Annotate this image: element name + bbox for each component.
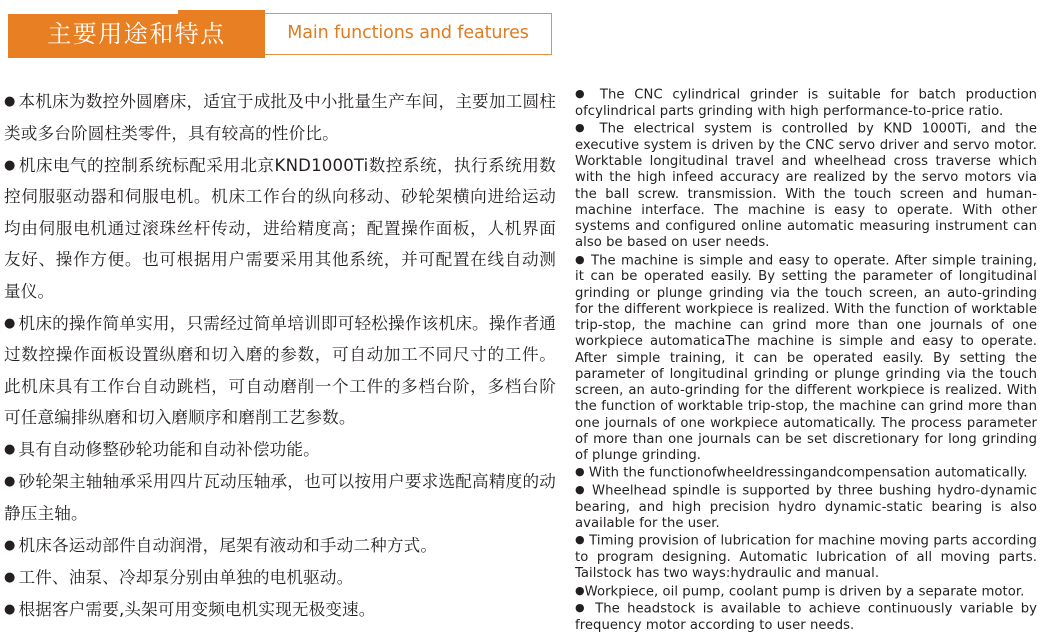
list-item-text: The electrical system is controlled by KND 1000Ti, and the executive system is driven by the CNC servo driver and servo motor. Worktable longitudinal travel and wheelhead cross traverse which with the high infeed accuracy are realized by the servo motors via the ball screw. transmission. With the touch screen and human-machine interface. The machine is easy to operate. With other systems and configured online automatic measuring instrument can also be based on user needs. <box>575 121 1037 251</box>
list-item <box>575 464 1037 482</box>
list-item <box>4 434 556 466</box>
list-item-text: The machine is simple and easy to operate. After simple training, it can be operated easily. By setting the parameter of longitudinal grinding or plunge grinding via the touch screen, an auto-grinding for the different workpiece is realized. With the function of worktable trip-stop, the machine can grind more than one journals of one workpiece automaticaThe machine is simple and easy to operate. After simple training, it can be operated easily. By setting the parameter of longitudinal grinding or plunge grinding via the touch screen, an auto-grinding for the different workpiece is realized. With the function of worktable trip-stop, the machine can grind more than one journals of one workpiece automatically. The process parameter of more than one journals can be set discretionary for long grinding of plunge grinding. <box>575 253 1037 463</box>
list-item <box>575 532 1037 582</box>
list-item-text: 根据客户需要,头架可用变频电机实现无极变速。 <box>18 599 376 619</box>
list-item <box>575 120 1037 252</box>
list-item-text: 机床的操作简单实用，只需经过简单培训即可轻松操作该机床。操作者通过数控操作面板设置纵磨和切入磨的参数，可自动加工不同尺寸的工件。此机床具有工作台自动跳档，可自动磨削一个工件的多档台阶，多档台阶可任意编排纵磨和切入磨顺序和磨削工艺参数。 <box>4 313 556 427</box>
list-item-text: With the functionofwheeldressingandcompensation automatically. <box>584 465 1028 481</box>
list-item-text: 本机床为数控外圆磨床，适宜于成批及中小批量生产车间，主要加工圆柱类或多台阶圆柱类零件，具有较高的性价比。 <box>4 92 556 143</box>
list-item-text: Timing provision of lubrication for machine moving parts according to program designing. Automatic lubrication of all moving parts. Tailstock has two ways:hydraulic and manual. <box>575 533 1037 582</box>
list-item <box>575 583 1037 601</box>
chinese-feature-list <box>4 86 556 626</box>
list-item <box>4 150 556 308</box>
list-item <box>575 252 1037 465</box>
bullet-icon: ● <box>4 94 16 109</box>
header-en-block <box>265 13 552 55</box>
bullet-icon: ● <box>575 465 585 479</box>
section-header-banner <box>8 8 552 58</box>
bullet-icon: ● <box>575 533 585 547</box>
bullet-icon: ● <box>575 87 591 100</box>
english-feature-list <box>575 86 1037 634</box>
list-item <box>4 86 556 149</box>
list-item <box>575 482 1037 532</box>
bullet-icon: ● <box>575 121 590 134</box>
content-columns <box>0 80 1044 633</box>
bullet-icon: ● <box>4 474 16 489</box>
bullet-icon: ● <box>4 537 16 553</box>
bullet-icon: ● <box>4 569 16 585</box>
bullet-icon: ● <box>4 157 16 173</box>
bullet-icon: ● <box>4 315 16 331</box>
list-item-text: 机床各运动部件自动润滑，尾架有液动和手动二种方式。 <box>18 535 438 555</box>
list-item-text: 工件、油泵、冷却泵分别由单独的电机驱动。 <box>18 567 354 587</box>
list-item <box>575 86 1037 120</box>
list-item <box>4 466 556 529</box>
list-item-text: 砂轮架主轴轴承采用四片瓦动压轴承，也可以按用户要求选配高精度的动静压主轴。 <box>4 472 556 523</box>
header-cn-title: 主要用途和特点 <box>47 20 226 48</box>
header-cn-block <box>8 10 265 58</box>
list-item-text: The headstock is available to achieve continuously variable by frequency motor according to user needs. <box>575 601 1037 633</box>
bullet-icon: ● <box>575 483 587 496</box>
bullet-icon: ● <box>575 583 585 597</box>
list-item-text: 机床电气的控制系统标配采用北京KND1000Ti数控系统，执行系统用数控伺服驱动器和伺服电机。机床工作台的纵向移动、砂轮架横向进给运动均由伺服电机通过滚珠丝杆传动，进给精度高；配置操作面板，人机界面友好、操作方便。也可根据用户需要采用其他系统，并可配置在线自动测量仪。 <box>4 155 556 301</box>
header-orange-top-notch <box>8 10 178 14</box>
list-item-text: 具有自动修整砂轮功能和自动补偿功能。 <box>18 440 320 459</box>
list-item-text: Wheelhead spindle is supported by three bushing hydro-dynamic bearing, and high precision hydro dynamic-static bearing is also available for the user. <box>575 483 1037 531</box>
list-item <box>4 308 556 434</box>
header-en-title: Main functions and features <box>287 23 529 44</box>
list-item-text: The CNC cylindrical grinder is suitable for batch production ofcylindrical parts grinding with high performance-to-price ratio. <box>575 87 1037 119</box>
bullet-icon: ● <box>4 442 16 457</box>
list-item <box>4 562 556 594</box>
bullet-icon: ● <box>575 601 588 615</box>
list-item <box>4 530 556 562</box>
list-item <box>575 600 1037 634</box>
list-item-text: Workpiece, oil pump, coolant pump is driven by a separate motor. <box>584 584 1025 599</box>
list-item <box>4 594 556 626</box>
bullet-icon: ● <box>575 252 586 266</box>
bullet-icon: ● <box>4 601 16 617</box>
